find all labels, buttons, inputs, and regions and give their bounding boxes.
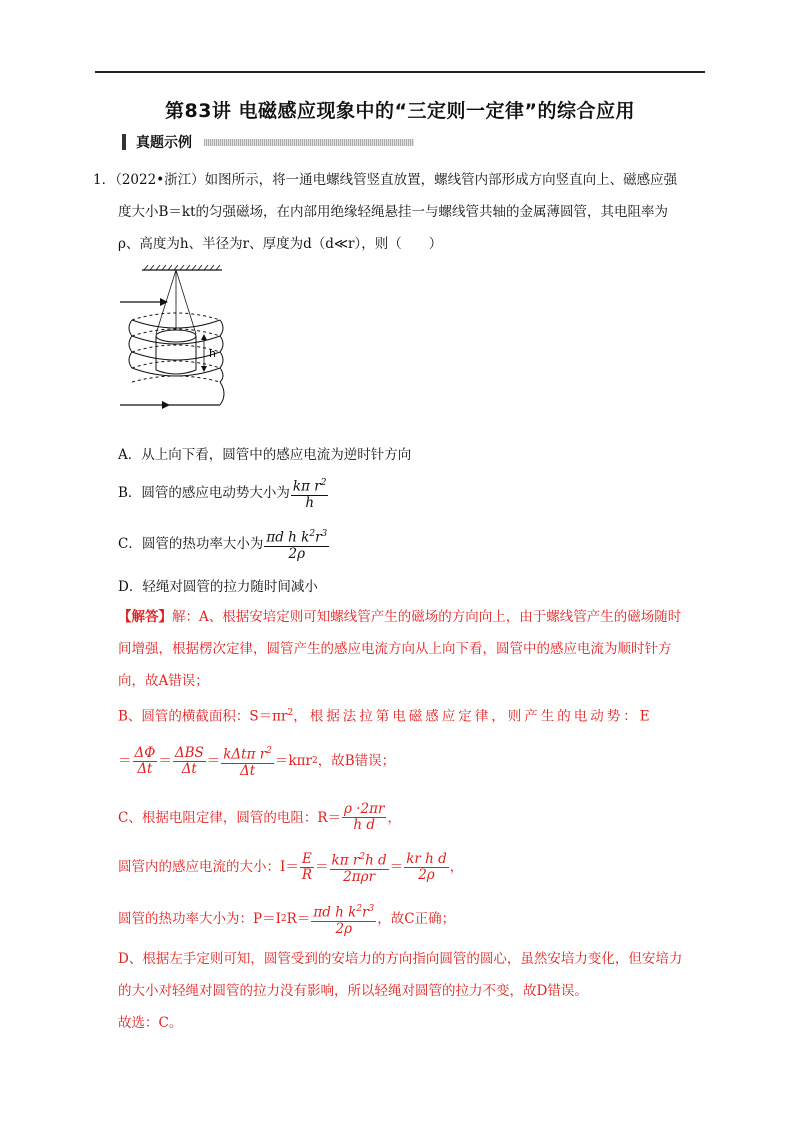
c1-num: ρ ·2πr: [344, 801, 385, 817]
c2-f3-den: 2ρ: [418, 866, 435, 883]
eq1-tail: ＝kπr: [274, 753, 312, 770]
question-line-3: ρ、高度为h、半径为r、厚度为d（d≪r），则（ ）: [118, 236, 443, 252]
answer-l1: 解：A、根据安培定则可知螺线管产生的磁场的方向向上，由于螺线管产生的磁场随时: [172, 609, 682, 625]
option-b: [118, 476, 329, 511]
question-line-2: 度大小B＝kt的匀强磁场，在内部用绝缘轻绳悬挂一与螺线管共轴的金属薄圆管，其电阻率为: [118, 204, 669, 220]
c3-exp1: 2: [356, 904, 363, 914]
c2-f2-num: kπ r: [331, 852, 360, 869]
answer-line-2: 间增强，根据楞次定律，圆管产生的感应电流方向从上向下看，圆管中的感应电流为顺时针方: [118, 641, 672, 657]
answer-b-text: B、圆管的横截面积：S＝πr: [118, 708, 288, 725]
option-c-exp2: 3: [321, 529, 328, 539]
option-b-fraction: [291, 476, 329, 511]
c2-f1-num: E: [302, 850, 312, 867]
option-b-exp: 2: [320, 478, 327, 488]
c1-tail: ，: [387, 809, 401, 826]
c3-pre: 圆管的热功率大小为：P＝I: [118, 911, 281, 928]
option-c: [118, 527, 330, 562]
answer-c1: [118, 802, 401, 833]
option-c-exp1: 2: [309, 529, 316, 539]
eq1-f2-den: Δt: [181, 760, 197, 777]
option-a: A．从上向下看，圆管中的感应电流为逆时针方向: [118, 447, 412, 463]
section-heading: [122, 132, 414, 152]
option-c-text: C．圆管的热功率大小为: [118, 536, 264, 553]
c3-tail: ，故C正确；: [377, 911, 456, 928]
eq1-f2-num: ΔBS: [174, 744, 204, 761]
section-marker: [122, 134, 126, 150]
c2-f3-num: kr h d: [406, 850, 447, 867]
c2-f2-exp: 2: [359, 852, 366, 862]
c2-f2-num2: h d: [365, 852, 387, 869]
answer-b-tail: ，根据法拉第电磁感应定律，则产生的电动势：E: [293, 708, 653, 725]
c2-f2-den: 2πρr: [343, 868, 376, 885]
answer-tag: 【解答】: [118, 609, 172, 625]
option-c-num2: r: [315, 529, 322, 546]
eq1-f3-den: Δt: [240, 762, 256, 779]
answer-d-line-2: 的大小对轻绳对圆管的拉力没有影响，所以轻绳对圆管的拉力不变，故D错误。: [118, 983, 588, 999]
option-b-num: kπ r: [292, 478, 321, 495]
section-label: 真题示例: [136, 135, 192, 151]
answer-final: 故选：C。: [118, 1015, 183, 1031]
eq1-tail-sup: 2: [311, 756, 318, 767]
answer-b-line: [118, 704, 653, 726]
c2-tail: ，: [449, 859, 464, 876]
answer-d-line-1: D、根据左手定则可知，圆管受到的安培力的方向指向圆管的圆心，虽然安培力变化，但安培力: [118, 951, 683, 967]
option-d: D．轻绳对圆管的拉力随时间减小: [118, 579, 318, 595]
option-c-fraction: [264, 527, 329, 562]
option-b-den: h: [305, 494, 315, 511]
c3-pre-sup: 2: [280, 914, 287, 925]
header-rule: [95, 71, 705, 73]
page-title: 第83讲 电磁感应现象中的“三定则一定律”的综合应用: [164, 100, 636, 122]
figure-h-label: h: [209, 347, 216, 360]
eq1-eq: ＝: [158, 753, 172, 770]
c3-den: 2ρ: [335, 920, 353, 937]
c1-den: h d: [353, 817, 376, 833]
c2-f1-den: R: [301, 866, 313, 883]
answer-c3: [118, 902, 455, 937]
answer-line-1: [118, 608, 681, 626]
eq1-f3-num: kΔtπ r: [223, 746, 267, 763]
c3-pre2: R＝: [286, 911, 311, 928]
answer-c2: [118, 850, 463, 885]
c3-exp2: 3: [368, 904, 375, 914]
answer-line-3: 向，故A错误；: [118, 673, 209, 689]
c3-num: πd h k: [313, 904, 357, 921]
eq1-f1-den: Δt: [137, 760, 153, 777]
question-line-1: 1．（2022•浙江）如图所示，将一通电螺线管竖直放置，螺线管内部形成方向竖直向上、磁感应强: [93, 172, 678, 188]
option-b-text: B．圆管的感应电动势大小为: [118, 485, 290, 502]
answer-b-sup: 2: [287, 708, 294, 718]
option-c-num: πd h k: [266, 529, 310, 546]
solenoid-figure: [112, 262, 242, 414]
option-c-den: 2ρ: [288, 545, 306, 562]
answer-eq1: [118, 744, 395, 779]
c1-pre: C、根据电阻定律，圆管的电阻：R＝: [118, 809, 341, 826]
c3-num2: r: [362, 904, 369, 921]
c2-eq2: ＝: [389, 859, 404, 876]
eq1-eq2: ＝: [206, 753, 221, 770]
eq1-f1-num: ΔΦ: [134, 744, 156, 761]
eq1-tail2: ，故B错误；: [317, 753, 396, 770]
eq1-f3-exp: 2: [266, 746, 272, 756]
c2-eq: ＝: [315, 859, 329, 876]
section-rule: [204, 139, 414, 146]
c2-pre: 圆管内的感应电流的大小：I＝: [118, 859, 299, 876]
eq1-pre: ＝: [118, 753, 132, 770]
